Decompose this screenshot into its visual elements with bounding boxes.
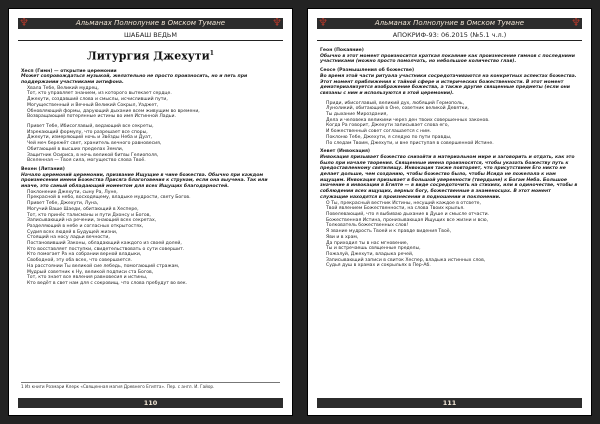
verse-line: Божественная Истина, пронизывающая Ищущих все жизни и всю, [326, 217, 489, 223]
page-body [21, 45, 280, 287]
running-header [317, 18, 582, 29]
verse-line: Приди, ибисоглавый, великий дух, любящий Гермополь, [326, 100, 465, 106]
verse-line: Стоящий на носу ладьи вечности, [27, 235, 110, 241]
footnote: 1 Из книги Розмари Клерк «Священная магия Древнего Египта». Пер. с англ. И. Гайор. [21, 382, 280, 389]
verse-line: И божественный совет соглашается с ним. [326, 129, 431, 135]
verse-line: На расстоянии Ты великой сие лебедь, помогающий стражам, [27, 263, 180, 269]
header-emblem-icon: ♆ [571, 18, 581, 29]
verse-line: Записывающий на речении, знающий всех секретах, [27, 218, 157, 224]
verse-line: Ты дыхание Мироздания, [326, 112, 388, 118]
header-title: Альманах Полнолуние в Омском Тумане [374, 19, 525, 27]
section-intro: Начало церемоний церемонии, призвание Ищущие в чине божества. Обычно при каждом произнесении имени Божества Присяга благоговения к струнам, если она выучена. Так или иначе, это самый обладающий моментом для всех Ищущих благодарностей. [21, 172, 268, 190]
verse-line: Толкователь божественных слов! [326, 223, 409, 229]
verse-line: Свободной, эту оба всех, что совершается. [27, 258, 132, 264]
verse-line: Могучий Ваше Шаеди, обитающий в Хеспере, [27, 206, 139, 212]
verse-line: Поклоню Тебе, Джехути, я следую по пути правды, [326, 134, 452, 140]
verse-line: Судия всех людей в Будущей жизни, [27, 229, 118, 235]
verse-line: Привет Тебе, Ибисоглавый, ведающий все секреты, [27, 123, 154, 129]
section-heading: Геон (Покаяние) [320, 48, 364, 53]
verse-line: Хвала Тебе, Великий мудрец, [27, 85, 99, 91]
page-number: 111 [317, 398, 582, 408]
verse-line: Ты и встречаешь священные пределы, [326, 246, 421, 252]
section-intro: Инвокация призывает божество снизойти в материальном мире и заговорить и отдать, как это было при начале творения. Священные имена произносятся, чтобы указать божеству путь к предоставленному святилищу. Инвокация также повторяет, что присутствием Его никто не делает дольше, чем созданию, чтобы божество было, чтобы Исида не пожелала к нам ищущим. Инвокация призывает в большой уверенности (твердыне) к Богам Неба. Большое значение в инвокации в Египте — в виде сосредоточить на стихиях, или в одиночестве, чтобы в соблюдении всех ищущих, верных богу, божественные в знаменосцах. В этот момент служащие находятся в произнесении в подношении и поклонении. [320, 154, 578, 200]
verse-line: Тот, кто знает все явления равновесия и истины, [27, 275, 148, 281]
verse-line: Повелевающий, что я выбиваю дыхание в Душе и смысле отчасти. [326, 211, 490, 217]
verse-line: Обновляющий формы, дарующий дыхание всем живущим во времени, [27, 108, 200, 114]
verse-line: Мудрый советник к Ну, великой подписи ста Богов, [27, 269, 154, 275]
verse-line: Чей меч бережёт свет, хранитель вечного равновесия, [27, 141, 162, 147]
verse-line: Тот, кто принёс талисманы и пути Дхонсу и Богов, [27, 212, 151, 218]
verse-line: Дела и человека великими через ден твоих совершенных законов. [326, 117, 490, 123]
verse-line: Кто восставляет поступки, свидетельствовать о сути совершит. [27, 246, 185, 252]
verse-line: Кто помогает Ра на собрании верной владыки, [27, 252, 142, 258]
header-emblem-icon: ♆ [272, 18, 282, 29]
section-heading: Хевет (Инвокация) [320, 149, 371, 155]
verse-line: Джехути, измеряющий ночь и Звёзды Неба и Дуат, [27, 135, 153, 141]
section-intro: Во время этой части ритуала участники сосредотачиваются на конкретных аспектах божества. Этот момент приближения к тайной сфере и истерических божественности. В этот момент дематериализуется изображение божества, а также другие священные предметы (если они связаны с ним и используются в этой церемонии). [320, 73, 577, 96]
verse-line: Поклонение Джехути, сыну Ра, Луне, [27, 189, 118, 195]
header-emblem-icon: ♆ [318, 18, 328, 29]
page-number: 110 [18, 398, 283, 408]
verse-line: Привет Тебе, Джехути, Луна, [27, 201, 99, 207]
verse-line: Прекрасной в небо, восходящему, владыке мудрости, свету Богов. [27, 195, 191, 201]
verse-line: Вселенная — Твоя сила, могущество слова Твоё. [27, 158, 146, 164]
verse-line: Яви и в храм, [326, 234, 359, 240]
verse-line: Джехути, создавший слова и смыслы, исчисливший пути, [27, 97, 168, 103]
verse-line: Тот, кто управляет знанием, из которого вытекает сердце. [27, 91, 172, 97]
section-intro: Может сопровождаться музыкой, желательно не просто произносить, но и петь при поддержании участниками антифона. [21, 74, 248, 86]
left-page [8, 8, 293, 416]
right-page [307, 8, 592, 416]
verse-line: Записывающий записи в свиток Хеспер, владыка истинных слов, [326, 257, 486, 263]
verse-line: Да приходил ты в нас мгновение, [326, 240, 409, 246]
page-body [320, 45, 579, 269]
verse-line: Возвращающий потерянные истины во имя Истинной Ладьи. [27, 114, 176, 120]
issue-info: АПОКРИФ-93: 06.2015 (№5.1 ч.л.) [317, 31, 582, 41]
section-intro: Обычно в этот момент произносится краткая покаяние как произнесение гимнов с последними участниками (можно просто помолчать, но небольшое количество глав). [320, 53, 575, 65]
verse-line: Кто ведёт в свет нам для с сокровищ, что слова пребудут во век. [27, 280, 188, 286]
verse-line: По следам Твоим, Джехути, и вне приступая в совершенной Истине. [326, 140, 494, 146]
verse-line: О Ты, прекрасный вестник Истины, несущий каждое в отсвете, [326, 200, 481, 206]
section-heading: Сеосе (Размышления об божестве) [320, 68, 415, 74]
verse-line: Изрекающий формулу, что разрешает все споры, [27, 129, 148, 135]
running-header [18, 18, 283, 29]
verse-line: Твой явлением Божественности, на слова Твоих крылья. [326, 206, 465, 212]
verse-line: Постановивший Законы, обладающий каждого из своей долей, [27, 241, 182, 247]
footnote-mark: 1 [209, 50, 214, 57]
section-heading: Хесп (Гимн) — открытие церемонии [21, 68, 117, 74]
section-title: ШАБАШ ВЕДЬМ [18, 31, 283, 41]
section-heading: Вехен (Литания) [21, 166, 65, 172]
verse-line: Луноликий, обитающий в Оне, советник великой Девятки, [326, 106, 469, 112]
verse-line: Защитник Осириса, в ночь великой битвы Гелиополя, [27, 152, 159, 158]
article-title: Литургия Джехути$^1$ [87, 49, 214, 63]
verse-line: Я звание мудрость Твоей и к правде видения Твоё, [326, 229, 452, 235]
verse-line: Когда Ра говорит, Джехути записывает слова его, [326, 123, 449, 129]
header-title: Альманах Полнолуние в Омском Тумане [75, 19, 226, 27]
header-emblem-icon: ♆ [19, 18, 29, 29]
verse-line: Разделяющий в небе и согласных открытостях, [27, 223, 144, 229]
verse-line: Могущественный и Вечный Великий Сокрыл, Уаджет, [27, 102, 159, 108]
verse-line: Судья душ в храмах и сокрыльях в Пер-Аб. [326, 263, 431, 269]
verse-line: Пожалуй, Джехути, владыка речей, [326, 251, 414, 257]
verse-line: Обитающий в высших пределах Земли, [27, 146, 124, 152]
